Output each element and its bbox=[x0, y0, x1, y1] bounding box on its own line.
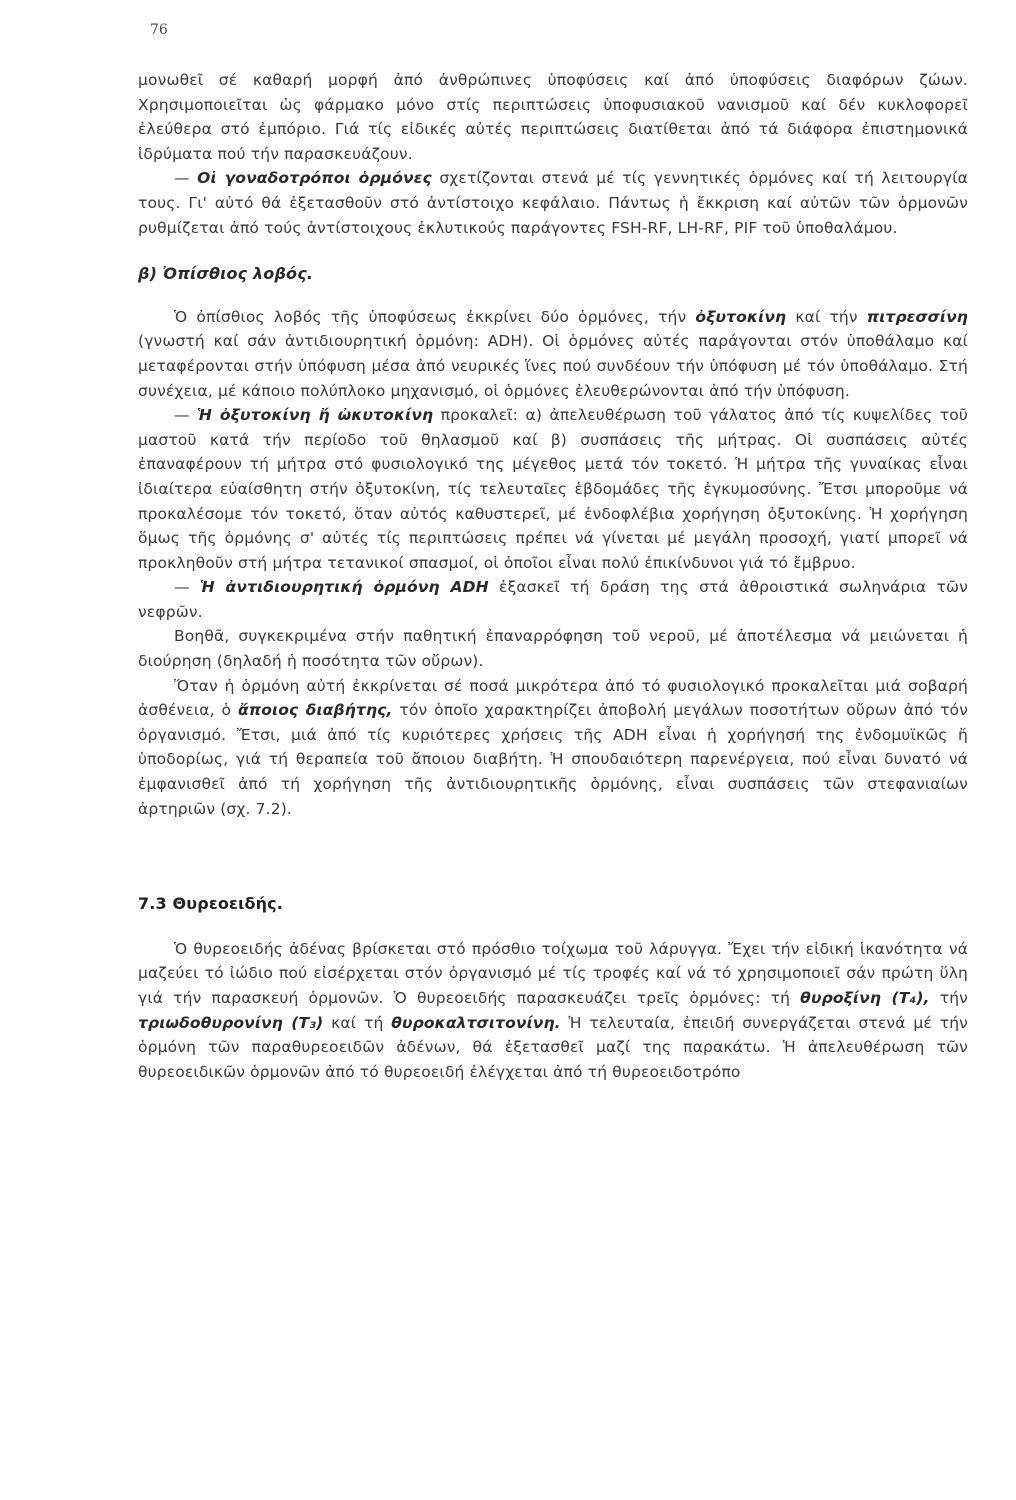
paragraph-diabetes-insipidus: Ὅταν ἡ ὁρμόνη αὐτή ἐκκρίνεται σέ ποσά μικρότερα ἀπό τό φυσιολογικό προκαλεῖται μιά σοβαρή ἀσθένεια, ὁ ἄποιος διαβήτης, τόν ὁποῖο χαρακτηρίζει ἀποβολή μεγάλων ποσοτήτων οὔρων ἀπό τόν ὀργανισμό. Ἔτσι, μιά ἀπό τίς κυριότερες χρήσεις τῆς ADH εἶναι ἡ χορήγησή της ἐνδομυϊκῶς ἤ ὑποδορίως, γιά τή θεραπεία τοῦ ἄποιου διαβήτη. Ἡ σπουδαιότερη παρενέργεια, πού εἶναι δυνατό νά ἐμφανισθεῖ ἀπό τή χορήγηση τῆς ἀντιδιουρητικῆς ὁρμόνης, εἶναι συσπάσεις τῶν στεφανιαίων ἀρτηριῶν (σχ. 7.2). bbox=[138, 676, 968, 818]
term-pitressin: πιτρεσσίνη bbox=[866, 307, 968, 326]
paragraph-adh: — Ἡ ἀντιδιουρητική ὁρμόνη ADH ἐξασκεῖ τή δράση της στά ἀθροιστικά σωληνάρια τῶν νεφρῶν. bbox=[138, 578, 968, 621]
term-oxytocin-okytocin: Ἡ ὀξυτοκίνη ἤ ὠκυτοκίνη bbox=[197, 406, 434, 425]
paragraph-thyroid: Ὁ θυρεοειδής ἀδένας βρίσκεται στό πρόσθιο τοίχωμα τοῦ λάρυγγα. Ἔχει τήν εἰδική ἱκανότητα νά μαζεύει τό ἰώδιο πού εἰσέρχεται στόν ὀργανισμό μέ τίς τροφές καί νά τό χρησιμοποιεῖ σάν πρώτη ὕλη γιά τήν παρασκευή ὁρμονῶν. Ὁ θυρεοειδής παρασκευάζει τρεῖς ὁρμόνες: τή θυροξίνη (T₄), τήν τριωδοθυρονίνη (T₃) καί τή θυροκαλτσιτονίνη. Ἡ τελευταία, ἐπειδή συνεργάζεται στενά μέ τήν ὁρμόνη τῶν παραθυρεοειδῶν ἀδένων, θά ἐξετασθεῖ μαζί της παρακάτω. Ἡ ἀπελευθέρωση τῶν θυρεοειδικῶν ὁρμονῶν ἀπό τό θυρεοειδή ἐλέγχεται ἀπό τή θυρεοειδοτρόπο bbox=[138, 939, 968, 1081]
term-gonadotropic-hormones: Οἱ γοναδοτρόποι ὁρμόνες bbox=[197, 169, 432, 188]
term-oxytocin: ὀξυτοκίνη bbox=[695, 307, 787, 326]
term-thyroxine: θυροξίνη (T₄), bbox=[800, 989, 930, 1007]
term-thyrocalcitonin: θυροκαλτσιτονίνη. bbox=[391, 1013, 561, 1032]
term-triiodothyronine: τριωδοθυρονίνη (T₃) bbox=[138, 1013, 324, 1032]
paragraph-gonadotropic-hormones: — Οἱ γοναδοτρόποι ὁρμόνες σχετίζονται στενά μέ τίς γεννητικές ὁρμόνες καί τή λειτουργία τους. Γι' αὐτό θά ἐξετασθοῦν στό ἀντίστοιχο κεφάλαιο. Πάντως ἡ ἔκκριση καί αὐτῶν τῶν ὁρμονῶν ρυθμίζεται ἀπό τούς ἀντίστοιχους ἐκλυτικούς παράγοντες FSH-RF, LH-RF, PIF τοῦ ὑποθαλάμου. bbox=[138, 169, 968, 237]
page-number: 76 bbox=[150, 22, 168, 38]
term-adh: Ἡ ἀντιδιουρητική ὁρμόνη ADH bbox=[199, 578, 489, 597]
section-title-thyroid: 7.3 Θυρεοειδής. bbox=[138, 894, 284, 914]
paragraph-reabsorption: Βοηθᾶ, συγκεκριμένα στήν παθητική ἐπαναρρόφηση τοῦ νεροῦ, μέ ἀποτέλεσμα νά μειώνεται ἡ διούρηση (δηλαδή ἡ ποσότητα τῶν οὔρων). bbox=[138, 627, 968, 671]
paragraph-oxytocin: — Ἡ ὀξυτοκίνη ἤ ὠκυτοκίνη προκαλεῖ: α) ἀπελευθέρωση τοῦ γάλατος ἀπό τίς κυψελίδες τοῦ μαστοῦ κατά τήν περίοδο τοῦ θηλασμοῦ καί β) συσπάσεις τῆς μήτρας. Οἱ συσπάσεις αὐτές ἐπαναφέρουν τή μήτρα στό φυσιολογικό της μέγεθος μετά τόν τοκετό. Ἡ μήτρα τῆς γυναίκας εἶναι ἰδιαίτερα εὐαίσθητη στήν ὀξυτοκίνη, τίς τελευταῖες ἑβδομάδες τῆς ἐγκυμοσύνης. Ἔτσι μποροῦμε νά προκαλέσομε τόν τοκετό, ὅταν αὐτός καθυστερεῖ, μέ ἐνδοφλέβια χορήγηση ὀξυτοκίνης. Ἡ χορήγηση ὅμως τῆς ὁρμόνης σ' αὐτές τίς περιπτώσεις πρέπει νά γίνεται μέ μεγάλη προσοχή, γιατί μπορεῖ νά προκληθοῦν στή μήτρα τετανικοί σπασμοί, οἱ ὁποῖοι εἶναι πολύ ἐπικίνδυνοι γιά τό ἔμβρυο. bbox=[138, 406, 968, 572]
page-content bbox=[138, 68, 968, 1084]
term-diabetes-insipidus: ἄποιος διαβήτης, bbox=[238, 701, 393, 720]
subheading-posterior-lobe: β) Ὀπίσθιος λοβός. bbox=[138, 264, 314, 284]
paragraph-somatotropin-end: μονωθεῖ σέ καθαρή μορφή ἀπό ἀνθρώπινες ὑποφύσεις καί ἀπό ὑποφύσεις διαφόρων ζώων. Χρησιμοποιεῖται ὡς φάρμακο μόνο στίς περιπτώσεις ὑποφυσιακοῦ νανισμοῦ καί δέν κυκλοφορεῖ ἐλεύθερα στό ἐμπόριο. Γιά τίς εἰδικές αὐτές περιπτώσεις διατίθεται ἀπό τά διάφορα ἐπιστημονικά ἱδρύματα πού τήν παρασκευάζουν. bbox=[138, 71, 968, 163]
paragraph-posterior-lobe: Ὁ ὀπίσθιος λοβός τῆς ὑποφύσεως ἐκκρίνει δύο ὁρμόνες, τήν ὀξυτοκίνη καί τήν πιτρεσσίνη (γνωστή καί σάν ἀντιδιουρητική ὁρμόνη: ADH). Οἱ ὁρμόνες αὐτές παράγονται στόν ὑποθάλαμο καί μεταφέρονται στήν ὑπόφυση μέσα ἀπό νευρικές ἵνες πού συνδέουν τήν ὑπόφυση μέ τόν ὑποθάλαμο. Στή συνέχεια, μέ κάποιο πολύπλοκο μηχανισμό, οἱ ὁρμόνες ἐλευθερώνονται ἀπό τήν ὑπόφυση. bbox=[138, 307, 968, 400]
